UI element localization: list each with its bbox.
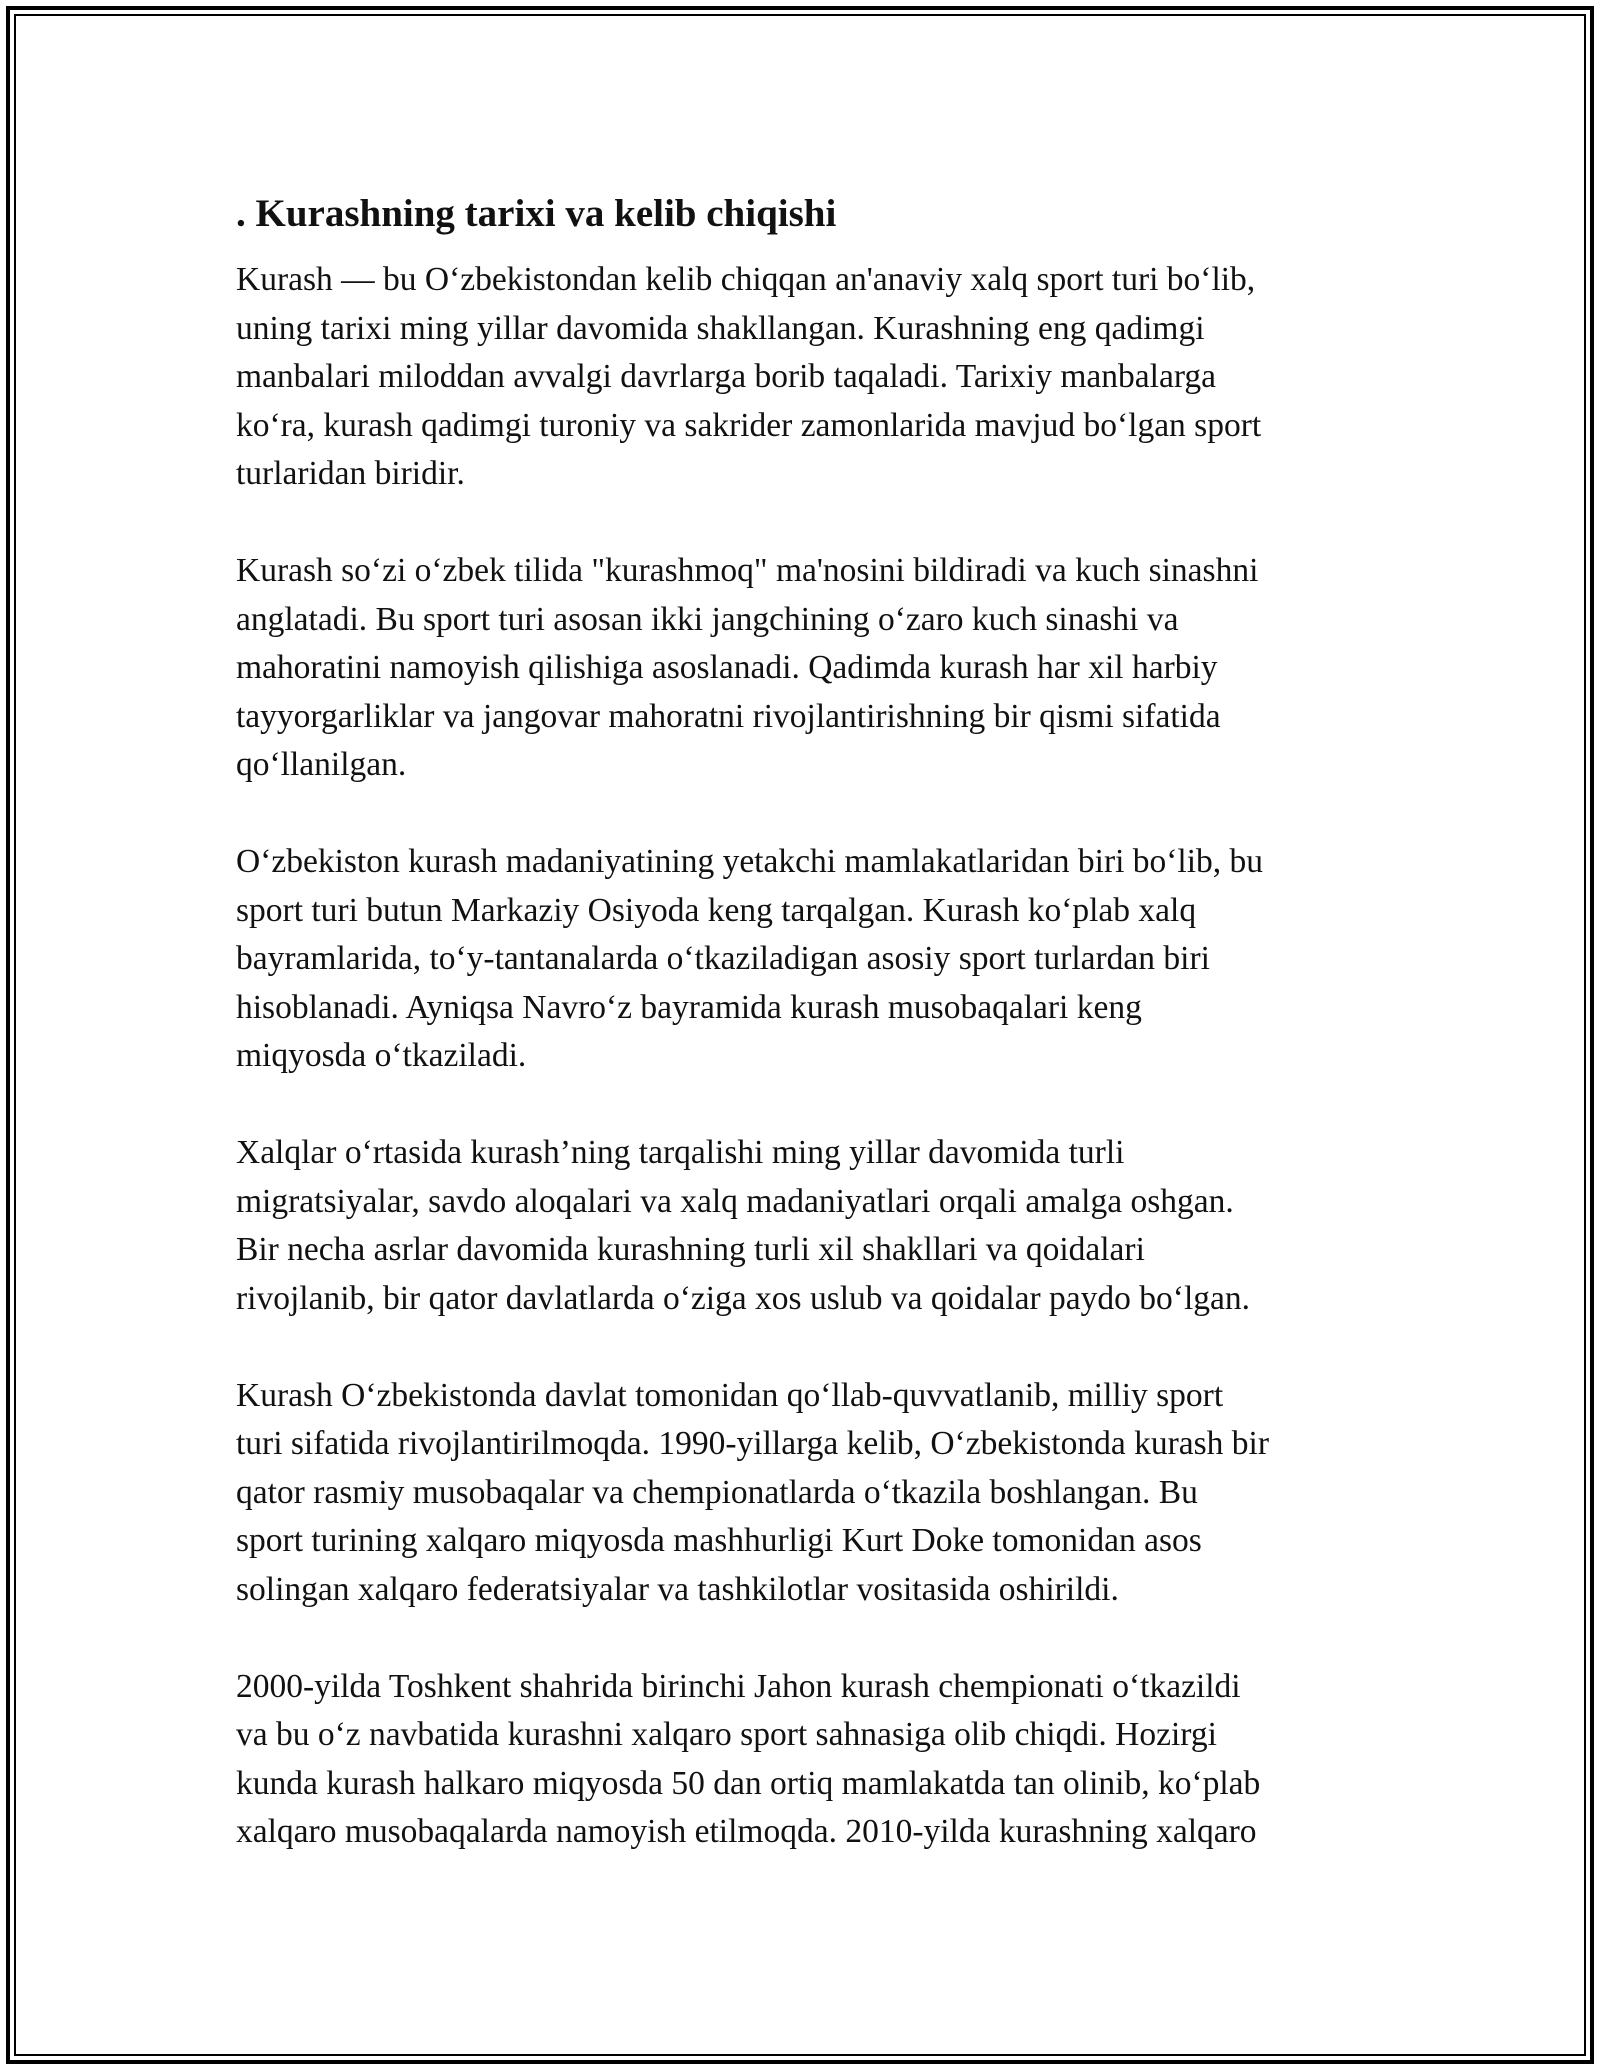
paragraph bbox=[236, 547, 1376, 790]
paragraph-line: 2000-yilda Toshkent shahrida birinchi Jahon kurash chempionati o‘tkazildi bbox=[236, 1667, 1241, 1705]
paragraph-line: Kurash O‘zbekistonda davlat tomonidan qo‘llab-quvvatlanib, milliy sport bbox=[236, 1376, 1224, 1414]
paragraph-line: hisoblanadi. Ayniqsa Navro‘z bayramida kurash musobaqalari keng bbox=[236, 988, 1142, 1026]
paragraph-line: tayyorgarliklar va jangovar mahoratni rivojlantirishning bir qismi sifatida bbox=[236, 697, 1221, 735]
paragraph bbox=[236, 256, 1376, 499]
paragraph-line: xalqaro musobaqalarda namoyish etilmoqda. 2010-yilda kurashning xalqaro bbox=[236, 1813, 1257, 1850]
paragraph-line: Bir necha asrlar davomida kurashning turli xil shakllari va qoidalari bbox=[236, 1231, 1145, 1268]
paragraph-line: mahoratini namoyish qilishiga asoslanadi. Qadimda kurash har xil harbiy bbox=[236, 649, 1218, 686]
paragraph-list bbox=[236, 256, 1376, 1857]
paragraph-line: turi sifatida rivojlantirilmoqda. 1990-yillarga kelib, O‘zbekistonda kurash bir bbox=[236, 1425, 1269, 1462]
paragraph-line: kunda kurash halkaro miqyosda 50 dan ortiq mamlakatda tan olinib, ko‘plab bbox=[236, 1764, 1261, 1802]
paragraph-line: rivojlanib, bir qator davlatlarda o‘ziga xos uslub va qoidalar paydo bo‘lgan. bbox=[236, 1279, 1251, 1317]
paragraph bbox=[236, 838, 1376, 1081]
paragraph-line: O‘zbekiston kurash madaniyatining yetakchi mamlakatlaridan biri bo‘lib, bu bbox=[236, 843, 1264, 880]
paragraph-line: solingan xalqaro federatsiyalar va tashkilotlar vositasida oshirildi. bbox=[236, 1570, 1119, 1608]
paragraph bbox=[236, 1372, 1376, 1615]
paragraph-line: sport turining xalqaro miqyosda mashhurligi Kurt Doke tomonidan asos bbox=[236, 1522, 1202, 1559]
paragraph-line: migratsiyalar, savdo aloqalari va xalq madaniyatlari orqali amalga oshgan. bbox=[236, 1182, 1234, 1220]
paragraph-line: anglatadi. Bu sport turi asosan ikki jangchining o‘zaro kuch sinashi va bbox=[236, 600, 1179, 638]
paragraph-line: turlaridan biridir. bbox=[236, 455, 465, 492]
paragraph-line: qator rasmiy musobaqalar va chempionatlarda o‘tkazila boshlangan. Bu bbox=[236, 1473, 1198, 1511]
paragraph-line: Xalqlar o‘rtasida kurash’ning tarqalishi ming yillar davomida turli bbox=[236, 1134, 1125, 1171]
section-heading: . Kurashning tarixi va kelib chiqishi bbox=[236, 192, 837, 235]
paragraph-line: bayramlarida, to‘y-tantanalarda o‘tkaziladigan asosiy sport turlardan biri bbox=[236, 940, 1210, 977]
paragraph-line: va bu o‘z navbatida kurashni xalqaro sport sahnasiga olib chiqdi. Hozirgi bbox=[236, 1716, 1217, 1753]
paragraph-line: Kurash — bu O‘zbekistondan kelib chiqqan an'anaviy xalq sport turi bo‘lib, bbox=[236, 261, 1256, 298]
document-body bbox=[236, 186, 1376, 1905]
paragraph-line: manbalari miloddan avvalgi davrlarga borib taqaladi. Tarixiy manbalarga bbox=[236, 358, 1216, 395]
paragraph-line: uning tarixi ming yillar davomida shakllangan. Kurashning eng qadimgi bbox=[236, 309, 1205, 347]
paragraph-line: qo‘llanilgan. bbox=[236, 746, 407, 783]
paragraph bbox=[236, 1663, 1376, 1857]
paragraph-line: miqyosda o‘tkaziladi. bbox=[236, 1037, 527, 1074]
paragraph-line: Kurash so‘zi o‘zbek tilida "kurashmoq" ma'nosini bildiradi va kuch sinashni bbox=[236, 552, 1259, 589]
paragraph-line: sport turi butun Markaziy Osiyoda keng tarqalgan. Kurash ko‘plab xalq bbox=[236, 891, 1197, 929]
paragraph-line: ko‘ra, kurash qadimgi turoniy va sakrider zamonlarida mavjud bo‘lgan sport bbox=[236, 406, 1262, 444]
paragraph bbox=[236, 1129, 1376, 1323]
